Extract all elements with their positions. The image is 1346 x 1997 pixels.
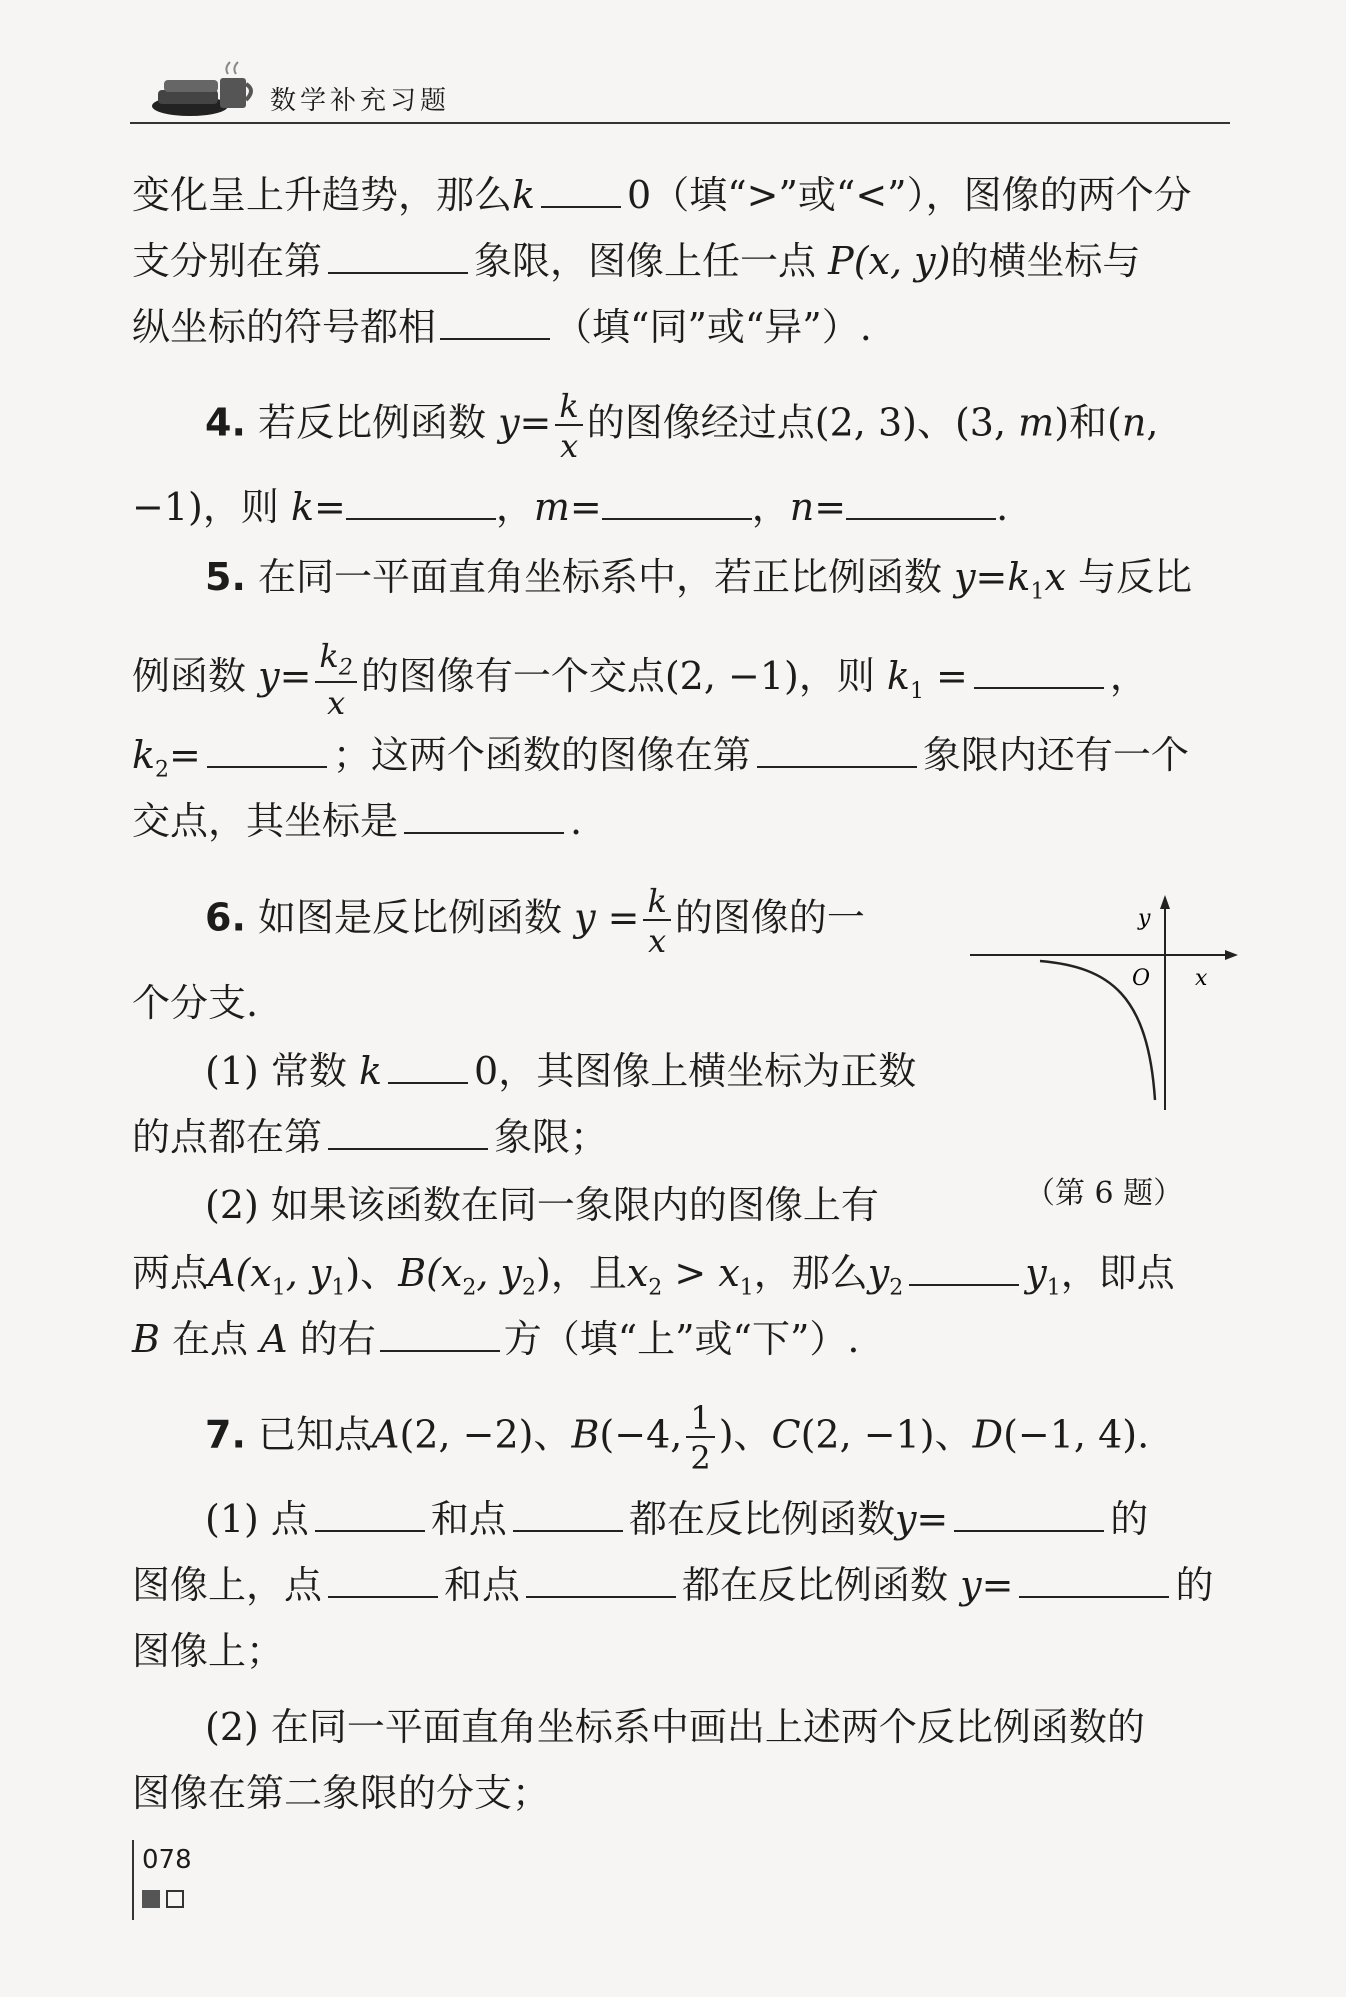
question-7-part-1-line-3: 图像上； [132, 1629, 285, 1673]
q3-line-2: 支分别在第 象限，图像上任一点 P(x, y)的横坐标与 [132, 239, 1141, 283]
answer-blank[interactable] [954, 1500, 1104, 1532]
origin-label: O [1132, 966, 1151, 991]
q6-hyperbola-figure [970, 895, 1240, 1125]
x-axis-label: x [1195, 966, 1208, 991]
question-4: 4. 若反比例函数 y= $\frac{k}{x}$ 的图像经过点(2, 3)、(3, m)和(n, [205, 387, 1159, 465]
question-5: 5. 在同一平面直角坐标系中，若正比例函数 $y=k_1x$ 与反比 [205, 555, 1192, 605]
fraction: $\frac{k_2}{x}$ [315, 640, 356, 719]
answer-blank[interactable] [388, 1052, 468, 1084]
q3-line-1: 变化呈上升趋势，那么k 0（填“>”或“<”），图像的两个分 [132, 173, 1192, 217]
question-5-line-4: 交点，其坐标是 . [132, 799, 583, 843]
question-5-line-3: $k_2=$ ；这两个函数的图像在第 象限内还有一个 [132, 733, 1189, 783]
question-7-part-1: (1) 点 和点 都在反比例函数y= 的 [205, 1497, 1149, 1541]
hyperbola-graph [970, 895, 1240, 1125]
empty-square-icon [166, 1890, 184, 1908]
answer-blank[interactable] [846, 488, 996, 520]
question-6-part-2-line-2: 两点$A(x_1$, $y_1$)、$B(x_2$, $y_2$)，且$x_2 > x_1$，那么$y_2$ $y_1$，即点 [132, 1251, 1175, 1301]
answer-blank[interactable] [526, 1566, 676, 1598]
q3-line-3: 纵坐标的符号都相 （填“同”或“异”）. [132, 305, 872, 349]
answer-blank[interactable] [909, 1254, 1019, 1286]
question-6-part-2: (2) 如果该函数在同一象限内的图像上有 [205, 1183, 879, 1227]
books-and-cup-icon [150, 60, 260, 120]
y-axis-arrow [1160, 895, 1170, 909]
answer-blank[interactable] [974, 657, 1104, 689]
answer-blank[interactable] [380, 1320, 500, 1352]
question-6-part-2-line-3: B 在点 A 的右 方（填“上”或“下”）. [132, 1317, 860, 1361]
question-5-line-2: 例函数 y= $\frac{k_2}{x}$ 的图像有一个交点(2, −1)，则 $k_1$ = ， [132, 637, 1148, 723]
question-7-part-1-line-2: 图像上，点 和点 都在反比例函数 y= 的 [132, 1563, 1214, 1607]
page-header [130, 40, 1230, 130]
question-4-answers: −1)，则 k= ，m= ，n= . [132, 485, 1009, 529]
header-rule [130, 122, 1230, 124]
x-axis-arrow [1225, 950, 1238, 960]
answer-blank[interactable] [602, 488, 752, 520]
answer-blank[interactable] [207, 736, 327, 768]
answer-blank[interactable] [328, 1118, 488, 1150]
book-title: 数学补充习题 [270, 86, 451, 116]
question-6-part-1: (1) 常数 k 0，其图像上横坐标为正数 [205, 1049, 917, 1093]
question-6: 6. 如图是反比例函数 y = $\frac{k}{x}$ 的图像的一 [205, 882, 865, 960]
question-6-line-2: 个分支. [132, 981, 259, 1025]
page-number: 078 [142, 1845, 192, 1875]
answer-blank[interactable] [513, 1500, 623, 1532]
footer-bar [132, 1840, 134, 1920]
question-7: 7. 已知点A(2, −2)、B(−4, $\frac{1}{2}$ )、C(2, −1)、D(−1, 4). [205, 1399, 1150, 1477]
answer-blank[interactable] [541, 176, 621, 208]
fraction: $\frac{1}{2}$ [686, 1402, 714, 1474]
question-7-part-2-line-2: 图像在第二象限的分支； [132, 1771, 551, 1815]
answer-blank[interactable] [346, 488, 496, 520]
fraction: $\frac{k}{x}$ [643, 885, 670, 957]
filled-square-icon [142, 1890, 160, 1908]
y-axis-label: y [1138, 906, 1151, 931]
figure-caption: （第 6 题） [1025, 1176, 1184, 1211]
answer-blank[interactable] [1019, 1566, 1169, 1598]
question-7-part-2: (2) 在同一平面直角坐标系中画出上述两个反比例函数的 [205, 1705, 1145, 1749]
answer-blank[interactable] [328, 1566, 438, 1598]
answer-blank[interactable] [757, 736, 917, 768]
question-6-part-1-line-2: 的点都在第 象限； [132, 1115, 609, 1159]
answer-blank[interactable] [315, 1500, 425, 1532]
fraction: $\frac{k}{x}$ [555, 390, 582, 462]
answer-blank[interactable] [440, 308, 550, 340]
answer-blank[interactable] [328, 242, 468, 274]
answer-blank[interactable] [404, 802, 564, 834]
